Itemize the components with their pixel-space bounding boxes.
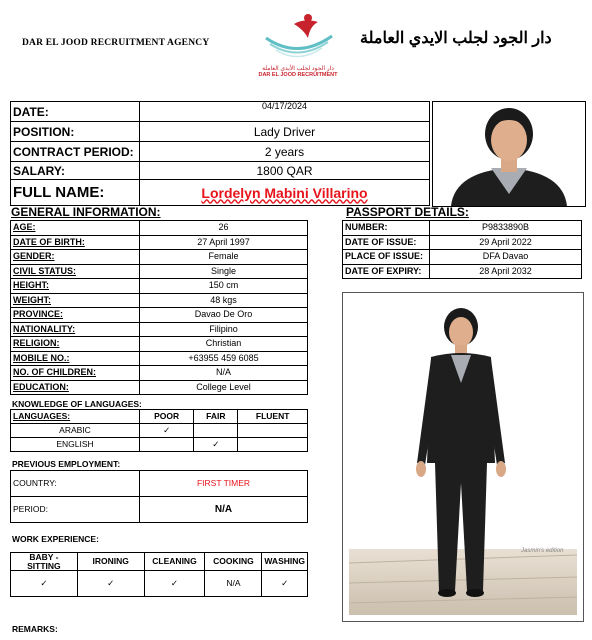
passport-label: NUMBER: bbox=[343, 221, 430, 236]
work-value-cell: N/A bbox=[205, 571, 262, 597]
general-info-label: HEIGHT: bbox=[11, 279, 140, 294]
general-info-label: GENDER: bbox=[11, 250, 140, 265]
passport-row bbox=[343, 264, 582, 279]
full-body-photo bbox=[342, 292, 584, 622]
passport-value: 29 April 2022 bbox=[430, 235, 582, 250]
work-header-cell: CLEANING bbox=[144, 553, 205, 571]
language-name: ARABIC bbox=[11, 424, 140, 438]
general-info-row bbox=[11, 250, 308, 265]
general-info-row bbox=[11, 337, 308, 352]
passport-label: DATE OF ISSUE: bbox=[343, 235, 430, 250]
contract-value: 2 years bbox=[140, 142, 430, 162]
passport-title: PASSPORT DETAILS: bbox=[346, 205, 469, 219]
agency-name-ar: دار الجود لجلب الايدي العاملة bbox=[360, 30, 552, 47]
language-name: ENGLISH bbox=[11, 438, 140, 452]
passport-value: DFA Davao bbox=[430, 250, 582, 265]
general-info-label: RELIGION: bbox=[11, 337, 140, 352]
general-info-value: Single bbox=[140, 264, 308, 279]
language-level-poor bbox=[140, 438, 194, 452]
language-level-fair: ✓ bbox=[194, 438, 238, 452]
period-value: N/A bbox=[140, 497, 308, 523]
agency-logo bbox=[258, 8, 338, 76]
full-name-label: FULL NAME: bbox=[11, 180, 140, 206]
work-header-row bbox=[11, 553, 308, 571]
general-info-value: +63955 459 6085 bbox=[140, 351, 308, 366]
language-level-fluent bbox=[238, 438, 308, 452]
passport-value: P9833890B bbox=[430, 221, 582, 236]
previous-employment-table bbox=[10, 470, 308, 523]
languages-header-cell: FAIR bbox=[194, 410, 238, 424]
general-info-title: GENERAL INFORMATION: bbox=[11, 205, 161, 219]
contract-label: CONTRACT PERIOD: bbox=[11, 142, 140, 162]
passport-table bbox=[342, 220, 582, 279]
period-label: PERIOD: bbox=[11, 497, 140, 523]
general-info-row bbox=[11, 279, 308, 294]
headshot-photo bbox=[432, 101, 586, 207]
passport-row bbox=[343, 221, 582, 236]
country-label: COUNTRY: bbox=[11, 471, 140, 497]
general-info-row bbox=[11, 308, 308, 323]
general-info-value: 26 bbox=[140, 221, 308, 236]
work-header-cell: IRONING bbox=[77, 553, 144, 571]
work-values-row bbox=[11, 571, 308, 597]
position-value: Lady Driver bbox=[140, 122, 430, 142]
general-info-value: Filipino bbox=[140, 322, 308, 337]
general-info-label: MOBILE NO.: bbox=[11, 351, 140, 366]
languages-header-cell: POOR bbox=[140, 410, 194, 424]
top-info-table bbox=[10, 101, 430, 206]
general-info-table bbox=[10, 220, 308, 395]
language-level-fair bbox=[194, 424, 238, 438]
date-label: DATE: bbox=[11, 102, 140, 122]
language-row bbox=[11, 438, 308, 452]
languages-header-row bbox=[11, 410, 308, 424]
previous-employment-title: PREVIOUS EMPLOYMENT: bbox=[12, 459, 121, 469]
work-experience-title: WORK EXPERIENCE: bbox=[12, 534, 99, 544]
general-info-label: AGE: bbox=[11, 221, 140, 236]
work-value-cell: ✓ bbox=[77, 571, 144, 597]
logo-text-en: DAR EL JOOD RECRUITMENT bbox=[258, 72, 338, 78]
languages-table bbox=[10, 409, 308, 452]
general-info-row bbox=[11, 221, 308, 236]
person-headshot-icon bbox=[433, 102, 585, 206]
general-info-row bbox=[11, 235, 308, 250]
general-info-row bbox=[11, 264, 308, 279]
languages-title: KNOWLEDGE OF LANGUAGES: bbox=[12, 399, 142, 409]
general-info-value: Davao De Oro bbox=[140, 308, 308, 323]
general-info-value: N/A bbox=[140, 366, 308, 381]
passport-row bbox=[343, 235, 582, 250]
work-header-cell: COOKING bbox=[205, 553, 262, 571]
language-row bbox=[11, 424, 308, 438]
general-info-label: NATIONALITY: bbox=[11, 322, 140, 337]
logo-text-ar: دار الجود لجلب الأيدي العاملة bbox=[262, 66, 334, 72]
passport-value: 28 April 2032 bbox=[430, 264, 582, 279]
salary-label: SALARY: bbox=[11, 162, 140, 180]
salary-value: 1800 QAR bbox=[140, 162, 430, 180]
general-info-value: 48 kgs bbox=[140, 293, 308, 308]
person-full-body-icon bbox=[343, 293, 583, 621]
passport-label: DATE OF EXPIRY: bbox=[343, 264, 430, 279]
general-info-value: Christian bbox=[140, 337, 308, 352]
languages-header-cell: LANGUAGES: bbox=[11, 410, 140, 424]
language-level-fluent bbox=[238, 424, 308, 438]
general-info-label: EDUCATION: bbox=[11, 380, 140, 395]
languages-header-cell: FLUENT bbox=[238, 410, 308, 424]
work-header-cell: BABY - SITTING bbox=[11, 553, 78, 571]
general-info-value: Female bbox=[140, 250, 308, 265]
general-info-row bbox=[11, 351, 308, 366]
logo-emblem-icon bbox=[258, 8, 338, 58]
date-value: 04/17/2024 bbox=[140, 102, 430, 122]
general-info-label: CIVIL STATUS: bbox=[11, 264, 140, 279]
country-value: FIRST TIMER bbox=[140, 471, 308, 497]
general-info-value: 27 April 1997 bbox=[140, 235, 308, 250]
agency-name-en: DAR EL JOOD RECRUITMENT AGENCY bbox=[22, 38, 210, 48]
general-info-row bbox=[11, 380, 308, 395]
work-value-cell: ✓ bbox=[144, 571, 205, 597]
full-name-value: Lordelyn Mabini Villarino bbox=[140, 180, 430, 206]
language-level-poor: ✓ bbox=[140, 424, 194, 438]
position-label: POSITION: bbox=[11, 122, 140, 142]
remarks-label: REMARKS: bbox=[12, 624, 58, 634]
general-info-row bbox=[11, 322, 308, 337]
general-info-label: WEIGHT: bbox=[11, 293, 140, 308]
work-header-cell: WASHING bbox=[262, 553, 308, 571]
passport-row bbox=[343, 250, 582, 265]
work-experience-table bbox=[10, 552, 308, 597]
general-info-row bbox=[11, 293, 308, 308]
general-info-label: DATE OF BIRTH: bbox=[11, 235, 140, 250]
work-value-cell: ✓ bbox=[11, 571, 78, 597]
general-info-label: NO. OF CHILDREN: bbox=[11, 366, 140, 381]
photo-watermark: Jasmin's edition bbox=[521, 548, 564, 554]
general-info-label: PROVINCE: bbox=[11, 308, 140, 323]
passport-label: PLACE OF ISSUE: bbox=[343, 250, 430, 265]
general-info-value: 150 cm bbox=[140, 279, 308, 294]
work-value-cell: ✓ bbox=[262, 571, 308, 597]
general-info-value: College Level bbox=[140, 380, 308, 395]
general-info-row bbox=[11, 366, 308, 381]
